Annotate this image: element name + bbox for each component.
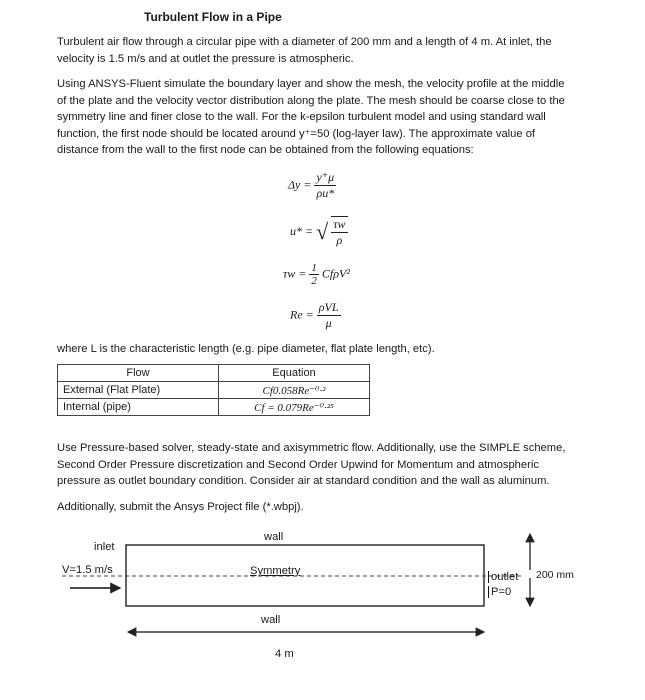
numerator: τw <box>333 217 346 231</box>
denominator: 2 <box>311 275 317 287</box>
text-line: Turbulent air flow through a circular pipe with a diameter of 200 mm and a length of 4 m. At inlet, the <box>57 36 552 48</box>
text-line: velocity is 1.5 m/s and at outlet the pressure is atmospheric. <box>57 52 354 65</box>
text-line: pressure as outlet boundary condition. Consider air at standard condition and the wall as aluminum. <box>57 475 550 487</box>
sqrt-icon: √ <box>316 219 329 244</box>
text-line: symmetry line and finer close to the wall. For the k-epsilon turbulent model and using standard wall <box>57 111 546 123</box>
bottom-wall-label: wall <box>261 614 281 626</box>
header-cell: Equation <box>219 365 370 382</box>
table-cell: Internal (pipe) <box>58 399 219 416</box>
text-line: Use Pressure-based solver, steady-state and axisymmetric flow. Additionally, use the SIMPLE scheme, <box>57 442 566 454</box>
symmetry-label: Symmetry <box>250 565 301 577</box>
equation-lhs: Δy = <box>288 177 312 192</box>
equation-lhs: u* = <box>290 223 314 238</box>
numerator: y⁺μ <box>314 170 336 186</box>
header-cell: Flow <box>58 365 219 382</box>
denominator: ρu* <box>316 186 335 200</box>
numerator: 1 <box>311 262 317 274</box>
text-line: distance from the wall to the first node can be obtained from the following equations: <box>57 144 474 156</box>
equation-rhs: CfρV² <box>321 266 350 281</box>
diameter-label: 200 mm <box>536 569 574 581</box>
table-cell: External (Flat Plate) <box>58 382 219 399</box>
text-line: of the plate and the velocity vector distribution along the plate. The mesh should be coarse close to the <box>57 94 565 107</box>
length-label: 4 m <box>275 648 294 660</box>
where-line: where L is the characteristic length (e.g. pipe diameter, flat plate length, etc). <box>57 343 435 355</box>
text-line: Second Order Pressure discretization and Second Order Upwind for Momentum and atmospheric <box>57 458 539 471</box>
inlet-velocity-label: V=1.5 m/s <box>62 564 113 576</box>
text-line: Using ANSYS-Fluent simulate the boundary layer and show the mesh, the velocity profile at the middle <box>57 78 565 90</box>
numerator: ρVL <box>318 300 339 314</box>
denominator: ρ <box>336 233 343 247</box>
outlet-pressure-label: P=0 <box>488 586 511 598</box>
outlet-label: outlet <box>488 571 518 583</box>
inlet-label: inlet <box>94 541 115 553</box>
submission-note: Additionally, submit the Ansys Project file (*.wbpj). <box>57 501 304 513</box>
equation-lhs: τw = <box>283 266 307 281</box>
table-cell: Cf0.058Re⁻⁰·² <box>219 382 370 399</box>
table-cell: Cf = 0.079Re⁻⁰·²⁵ <box>219 399 370 416</box>
page-title: Turbulent Flow in a Pipe <box>144 10 282 24</box>
text-line: function, the first node should be located around y⁺=50 (log-layer law). The approximate value of <box>57 127 536 140</box>
pipe-domain-rect <box>126 545 484 606</box>
top-wall-label: wall <box>264 531 284 543</box>
equation-lhs: Re = <box>290 307 314 322</box>
denominator: μ <box>325 316 332 330</box>
